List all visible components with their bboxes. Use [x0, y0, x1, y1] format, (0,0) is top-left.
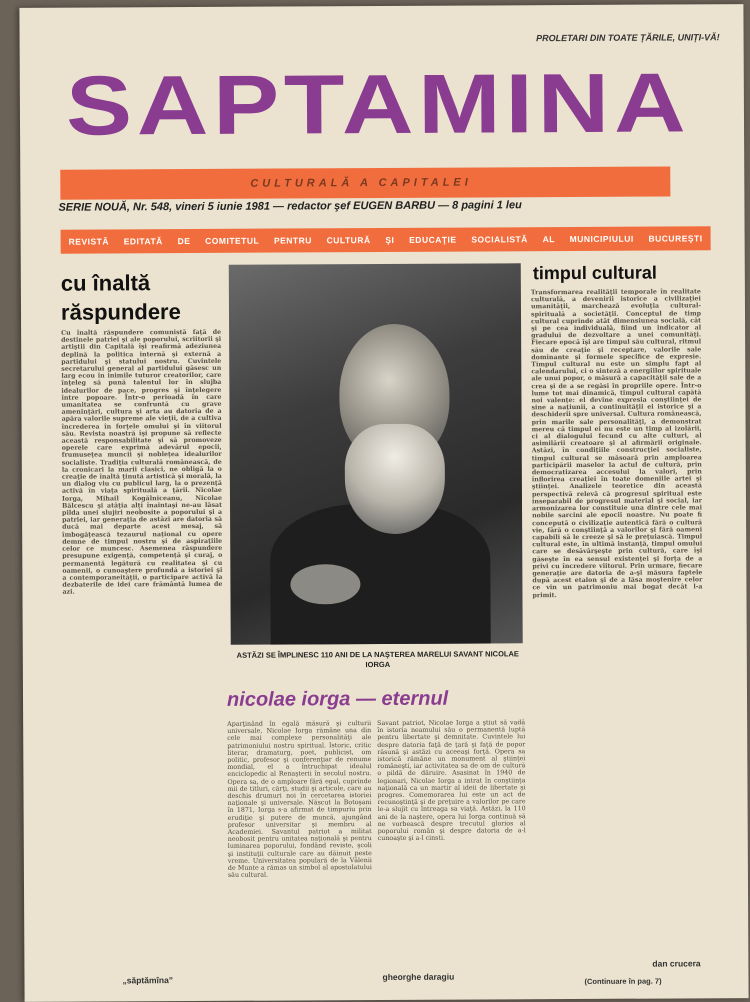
masthead: SAPTAMINA — [65, 55, 691, 153]
photo-caption: ASTĂZI SE ÎMPLINESC 110 ANI DE LA NAŞTEREA MARELUI SAVANT NICOLAE IORGA — [236, 649, 519, 669]
right-article-headline: timpul cultural — [532, 262, 657, 284]
publisher-word: AL — [542, 234, 555, 245]
newspaper-page — [19, 4, 748, 1002]
publisher-word: EDUCAŢIE — [409, 234, 457, 245]
left-article-body: Cu înaltă răspundere comunistă faţă de destinele patriei şi ale poporului, scriitorii şi artiştii din Capitală îşi reafirmă adeziunea deplină la politica internă şi externă a partidului şi statului nostru. Cuvintele secretarului general al partidului găsesc un larg ecou în inimile tuturor creatorilor, care înţeleg să pună talentul lor în slujba idealurilor de pace, progres şi înţelegere între popoare. Într-o perioadă în care umanitatea se confruntă cu grave ameninţări, cultura şi arta au datoria de a apăra valorile supreme ale vieţii, de a cultiva încrederea în forţele omului şi în viitorul său. Revista noastră îşi propune să reflecte această responsabilitate şi să promoveze operele care exprimă adevărul epocii, frumuseţea muncii şi nobleţea idealurilor socialiste. Tradiţia culturală românească, de la cronicari la marii clasici, ne obligă la o creaţie de înaltă ţinută artistică şi morală, la un dialog viu cu publicul larg, la o prezenţă activă în viaţa spirituală a ţării. Nicolae Iorga, Mihail Kogălniceanu, Nicolae Bălcescu şi atâţia alţi înaintaşi ne-au lăsat pilda unei slujiri neobosite a poporului şi a patriei, iar generaţia de astăzi are datoria să ducă mai departe acest mesaj, să îmbogăţească tezaurul naţional cu opere demne de timpul nostru şi de aspiraţiile celor ce muncesc. Asemenea răspundere presupune exigenţă, competenţă şi curaj, o permanentă legătură cu realitatea şi cu oamenii, o cunoaştere profundă a istoriei şi a contemporaneităţii, o participare activă la dezbaterile de idei care frământă lumea de azi. — [61, 328, 225, 596]
iorga-article-signature: gheorghe daragiu — [382, 971, 455, 983]
publisher-word: REVISTĂ — [68, 236, 109, 247]
publisher-word: MUNICIPIULUI — [569, 233, 634, 245]
iorga-article-column-2: Savant patriot, Nicolae Iorga a ştiut să vadă în istoria neamului său o permanentă luptă pentru libertate şi demnitate. Cuvintele lui despre datoria faţă de ţară şi faţă de popor răsună şi astăzi cu aceeaşi forţă. Opera sa istorică rămâne un monument al ştiinţei româneşti, iar activitatea sa de om de cultură o pildă de dăruire. Asasinat în 1940 de legionari, Nicolae Iorga a intrat în conştiinţa naţională ca un martir al ideii de libertate şi progres. Comemorarea lui este un act de recunoştinţă şi de preţuire a valorilor pe care le-a slujit cu întreaga sa viaţă. Astăzi, la 110 ani de la naştere, opera lui Iorga continuă să ne vorbească despre trecutul glorios al poporului român şi despre datoria de a-l cunoaşte şi a-l cinsti. — [377, 719, 528, 843]
left-article-headline: cu înaltă răspundere — [60, 270, 181, 325]
party-motto: PROLETARI DIN TOATE ȚĂRILE, UNIȚI-VĂ! — [536, 32, 720, 44]
iorga-article-column-1: Aparţinând în egală măsură şi culturii universale, Nicolae Iorga rămâne una din cele mai complexe personalităţi ale patrimoniului nostru spiritual. Istoric, critic literar, dramaturg, poet, publicist, om politic, profesor şi conferenţiar de renume mondial, el a întruchipat idealul enciclopedic al Renaşterii în secolul nostru. Opera sa, de o amploare fără egal, cuprinde mii de titluri, cărţi, studii şi articole, care au deschis drumuri noi în cercetarea istoriei naţionale şi universale. Născut la Botoşani în 1871, Iorga s-a afirmat de timpuriu prin erudiţie şi putere de muncă, ajungând profesor universitar şi membru al Academiei. Savantul patriot a militat neobosit pentru unitatea naţională şi pentru luminarea poporului, fondând reviste, şcoli şi instituţii culturale care au dăinuit peste vreme. Universitatea populară de la Vălenii de Munte a rămas un simbol al apostolatului său cultural. — [227, 720, 374, 880]
publisher-band — [61, 226, 711, 253]
publisher-word: COMITETUL — [205, 235, 260, 246]
issue-line: SERIE NOUĂ, Nr. 548, vineri 5 iunie 1981 — redactor şef EUGEN BARBU — 8 pagini 1 leu — [58, 199, 522, 214]
publisher-word: PENTRU — [273, 235, 312, 246]
right-article-signature: dan crucera — [652, 958, 701, 969]
publisher-word: EDITATĂ — [123, 236, 163, 247]
masthead-subtitle: CULTURALĂ A CAPITALEI — [250, 176, 472, 190]
nicolae-iorga-photo — [229, 263, 523, 645]
publisher-word: DE — [177, 236, 191, 247]
left-article-signature: „săptămîna” — [122, 975, 174, 986]
publisher-word: CULTURĂ — [326, 235, 371, 246]
right-article-body: Transformarea realităţii temporale în realitate culturală, a devenirii istorice a civilizaţiei umanităţii, marchează evoluţia cultural-spirituală a societăţii. Conceptul de timp cultural cuprinde atât dimensiunea socială, cât şi pe cea individuală, fiind un indicator al gradului de dezvoltare a unei comunităţi. Fiecare epocă îşi are timpul său cultural, ritmul său de creaţie şi receptare, valorile sale dominante şi formele specifice de expresie. Timpul cultural nu este un simplu fapt al calendarului, ci o sinteză a energiilor spirituale ale unui popor, o măsură a capacităţii sale de a crea şi de a se regăsi în propriile opere. Într-o lume tot mai dinamică, timpul cultural capătă noi valenţe: el devine expresia conştiinţei de sine a naţiunii, a continuităţii ei istorice şi a deschiderii spre universal. Cultura românească, prin marile sale personalităţi, a demonstrat mereu că timpul ei nu este un timp al izolării, ci al dialogului fecund cu alte culturi, al asimilării creatoare şi al afirmării originale. Astăzi, în condiţiile construcţiei socialiste, timpul cultural se măsoară prin amploarea participării maselor la actul de cultură, prin democratizarea accesului la valori, prin înflorirea creaţiei în toate domeniile artei şi ştiinţei. Analizele teoretice din această perspectivă relevă că progresul spiritual este inseparabil de progresul material şi social, iar armonizarea lor constituie una dintre cele mai nobile sarcini ale epocii noastre. Nu poate fi concepută o civilizaţie autentică fără o cultură vie, fără o conştiinţă a valorilor şi fără oameni capabili să le creeze şi să le preţuiască. Timpul cultural este, în ultimă instanţă, timpul omului care se desăvârşeşte prin cultură, care îşi găseşte în ea sensul existenţei şi forţa de a privi cu încredere viitorul. Prin urmare, fiecare generaţie are datoria de a-şi măsura faptele după acest etalon şi de a lăsa moştenire celor ce vin un patrimoniu mai bogat decât l-a primit. — [530, 288, 705, 599]
continued-note: (Continuare în pag. 7) — [584, 976, 662, 986]
publisher-word: ŞI — [385, 234, 395, 245]
publisher-word: BUCUREŞTI — [648, 233, 703, 244]
publisher-word: SOCIALISTĂ — [471, 234, 528, 245]
iorga-article-headline: nicolae iorga — eternul — [226, 687, 449, 711]
